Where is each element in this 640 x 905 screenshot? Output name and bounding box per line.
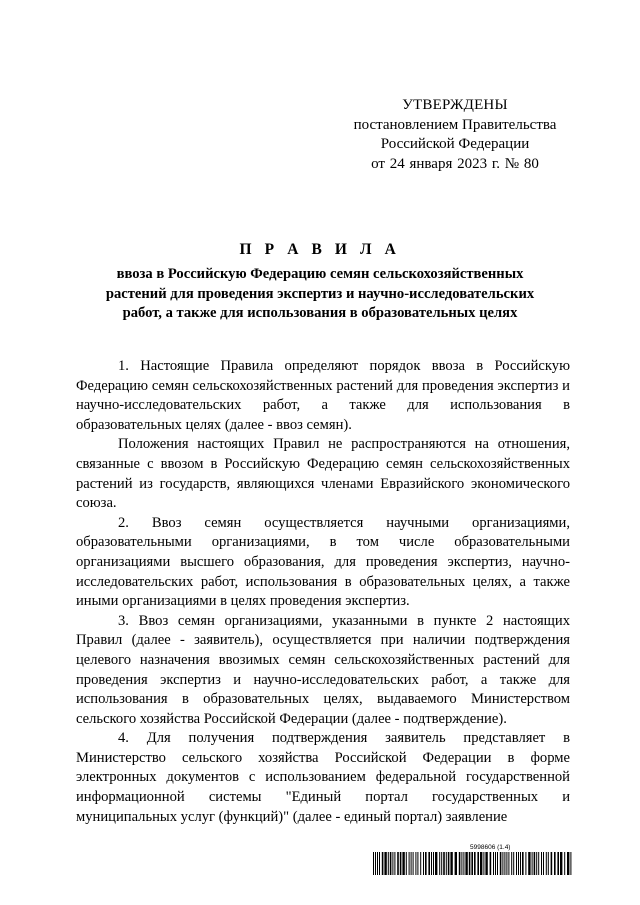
paragraph-3: 3. Ввоз семян организациями, указанными в пункте 2 настоящих Правил (далее - заявитель), осуществляется при наличии подтверждения целевого назначения ввозимых семян сельскохозяйственных растений для проведения экспертиз и научно-исследовательских работ, а также для использования в образовательных целях, выдаваемого Министерством сельского хозяйства Российской Федерации (далее - подтверждение).	[76, 612, 570, 727]
approval-stamp	[330, 96, 580, 174]
paragraph-4: 4. Для получения подтверждения заявитель представляет в Министерство сельского хозяйства Российской Федерации в форме электронных документов с использованием федеральной государственной информационной системы "Единый портал государственных и муниципальных услуг (функций)" (далее - единый портал) заявление	[76, 730, 570, 825]
approval-heading: УТВЕРЖДЕНЫ	[402, 97, 508, 113]
barcode-image	[373, 852, 573, 875]
document-title: П Р А В И Л А	[239, 241, 401, 258]
approval-line-decree: постановлением Правительства	[353, 116, 557, 133]
barcode-caption: 5998606 (1.4)	[470, 844, 511, 851]
approval-line-date: от 24 января 2023 г. № 80	[371, 155, 539, 172]
paragraph-1-note: Положения настоящих Правил не распространяются на отношения, связанные с ввозом в Российскую Федерацию семян сельскохозяйственных растений из государств, являющихся членами Евразийского экономического союза.	[76, 436, 570, 512]
approval-line-government: Российской Федерации	[380, 136, 530, 152]
paragraph-1: 1. Настоящие Правила определяют порядок ввоза в Российскую Федерацию семян сельскохозяйственных растений для проведения экспертиз и научно-исследовательских работ, а также для использования в образовательных целях (далее - ввоз семян).	[76, 358, 570, 433]
document-body	[76, 357, 570, 827]
paragraph-2: 2. Ввоз семян осуществляется научными организациями, образовательными организациями, в том числе образовательными организациями высшего образования, для проведения экспертиз, научно-исследовательских работ, использования в образовательных целях, а также иными организациями в целях проведения экспертиз.	[76, 514, 570, 610]
document-subtitle: ввоза в Российскую Федерацию семян сельскохозяйственных растений для проведения экспертиз и научно-исследовательских работ, а также для использования в образовательных целях	[105, 266, 535, 321]
